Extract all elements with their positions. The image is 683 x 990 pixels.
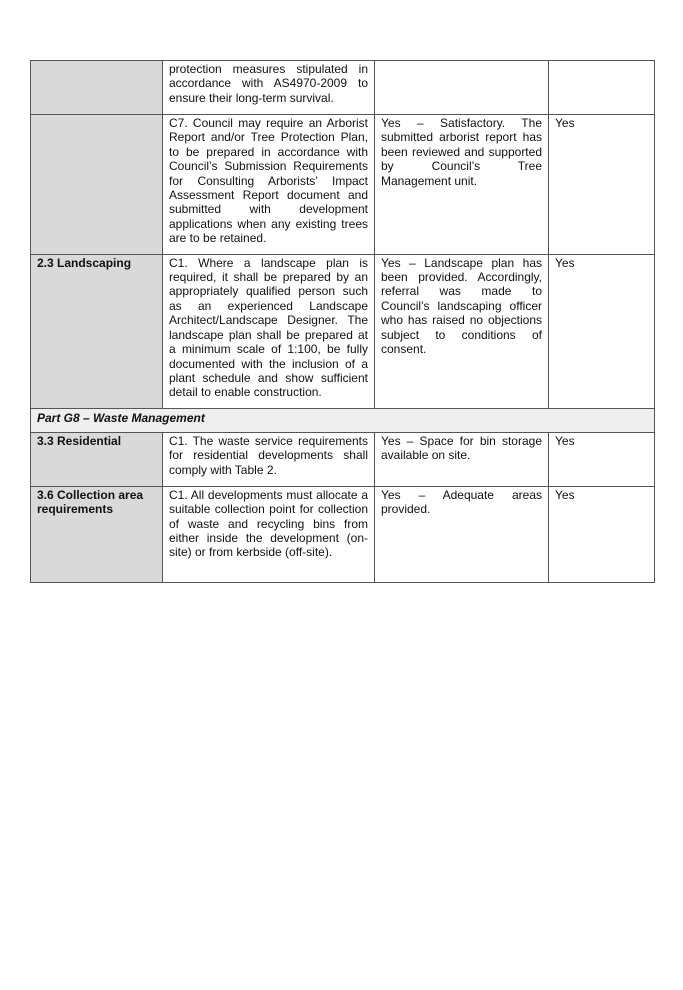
complies-cell: Yes [549,254,655,408]
comment-cell: Yes – Satisfactory. The submitted arborist report has been reviewed and supported by Council’s Tree Management unit. [375,115,549,255]
section-cell [31,61,163,115]
table-row [31,254,655,408]
complies-cell: Yes [549,115,655,255]
control-cell: C1. All developments must allocate a suitable collection point for collection of waste and recycling bins from either inside the development (on-site) or from kerbside (off-site). [163,486,375,582]
control-cell: C7. Council may require an Arborist Report and/or Tree Protection Plan, to be prepared in accordance with Council’s Submission Requirements for Consulting Arborists’ Impact Assessment Report document and submitted with development applications when any existing trees are to be retained. [163,115,375,255]
part-heading: Part G8 – Waste Management [31,408,655,432]
table-row [31,115,655,255]
complies-cell: Yes [549,486,655,582]
comment-cell [375,61,549,115]
comment-cell: Yes – Adequate areas provided. [375,486,549,582]
complies-cell: Yes [549,432,655,486]
control-cell: C1. The waste service requirements for residential developments shall comply with Table 2. [163,432,375,486]
control-cell: protection measures stipulated in accordance with AS4970-2009 to ensure their long-term survival. [163,61,375,115]
comment-cell: Yes – Landscape plan has been provided. Accordingly, referral was made to Council’s landscaping officer who has raised no objections subject to conditions of consent. [375,254,549,408]
complies-cell [549,61,655,115]
control-cell: C1. Where a landscape plan is required, it shall be prepared by an appropriately qualified person such as an experienced Landscape Architect/Landscape Designer. The landscape plan shall be prepared at a minimum scale of 1:100, be fully documented with the inclusion of a plant schedule and show sufficient detail to enable construction. [163,254,375,408]
comment-cell: Yes – Space for bin storage available on site. [375,432,549,486]
section-cell: 3.6 Collection area requirements [31,486,163,582]
section-cell: 3.3 Residential [31,432,163,486]
compliance-table [30,60,655,583]
table-row [31,486,655,582]
section-cell [31,115,163,255]
table-row [31,61,655,115]
section-cell: 2.3 Landscaping [31,254,163,408]
table-row [31,432,655,486]
part-heading-row [31,408,655,432]
